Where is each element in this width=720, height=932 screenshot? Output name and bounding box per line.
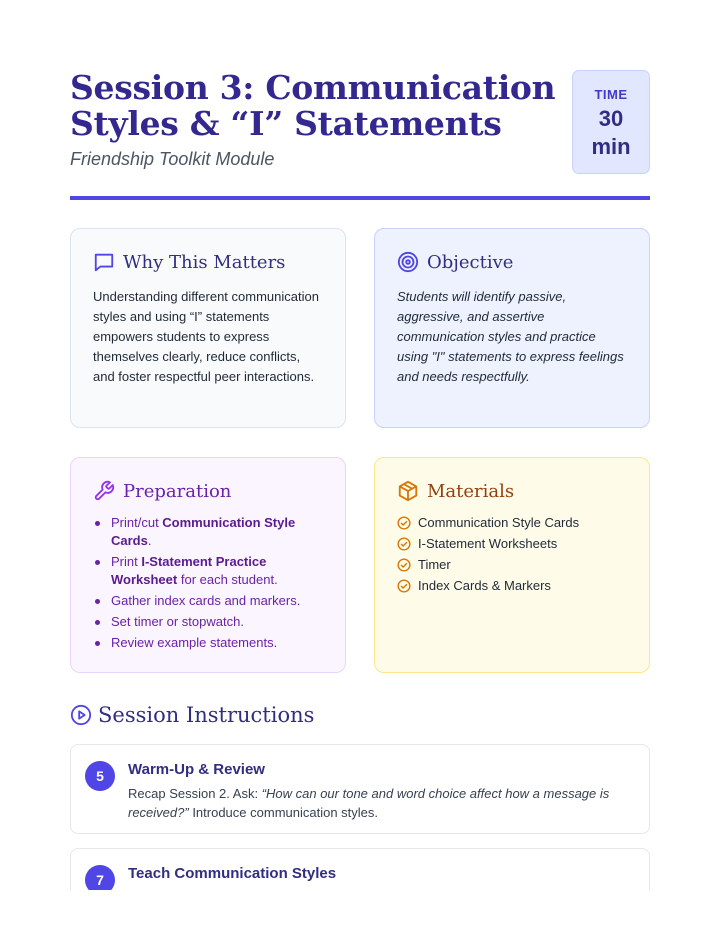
- preparation-item: Review example statements.: [93, 634, 323, 652]
- preparation-card-title: [93, 480, 323, 502]
- why-card-heading: Why This Matters: [123, 251, 286, 273]
- preparation-item: Gather index cards and markers.: [93, 592, 323, 610]
- objective-card-title: [397, 251, 627, 273]
- box-icon: [397, 480, 419, 502]
- why-card-text: Understanding different communication styles and using “I” statements empowers students to express themselves clearly, reduce conflicts, and foster respectful peer interactions.: [93, 289, 319, 384]
- step-number-badge: 5: [85, 761, 115, 791]
- materials-card-heading: Materials: [427, 480, 515, 502]
- section-title: Session Instructions: [98, 703, 315, 727]
- time-badge: [572, 70, 650, 174]
- check-circle-icon: [397, 516, 411, 530]
- materials-item: Index Cards & Markers: [397, 577, 627, 595]
- time-label: TIME: [594, 87, 628, 102]
- session-header: [70, 70, 650, 200]
- page-bottom-mask: [0, 890, 720, 932]
- check-circle-icon: [397, 537, 411, 551]
- play-circle-icon: [70, 704, 92, 726]
- check-circle-icon: [397, 579, 411, 593]
- time-unit: min: [591, 134, 631, 159]
- check-circle-icon: [397, 558, 411, 572]
- objective-card-heading: Objective: [427, 251, 514, 273]
- wrench-icon: [93, 480, 115, 502]
- materials-list: [397, 514, 627, 595]
- materials-item: Communication Style Cards: [397, 514, 627, 532]
- chat-bubble-icon: [93, 251, 115, 273]
- preparation-item: Print I-Statement Practice Worksheet for each student.: [93, 553, 323, 589]
- target-icon: [397, 251, 419, 273]
- why-this-matters-card: [70, 228, 346, 428]
- materials-item: Timer: [397, 556, 627, 574]
- preparation-list: [93, 514, 323, 652]
- instruction-step: [70, 744, 650, 834]
- preparation-card: [70, 457, 346, 673]
- objective-card: [374, 228, 650, 428]
- page-title: Session 3: Communication Styles & “I” Statements: [70, 68, 556, 143]
- header-divider: [70, 196, 650, 200]
- why-card-title: [93, 251, 323, 273]
- materials-card: [374, 457, 650, 673]
- time-value: [573, 105, 649, 161]
- time-minutes: 30: [598, 106, 624, 131]
- step-number-badge: 7: [85, 865, 115, 895]
- objective-card-text: Students will identify passive, aggressive, and assertive communication styles and practice using "I" statements to express feelings and needs respectfully.: [397, 289, 624, 384]
- preparation-item: Print/cut Communication Style Cards.: [93, 514, 323, 550]
- session-instructions-heading: [70, 703, 314, 727]
- step-title: Warm-Up & Review: [128, 761, 265, 778]
- step-description: Recap Session 2. Ask: “How can our tone and word choice affect how a message is received?” Introduce communication styles.: [128, 786, 610, 820]
- materials-item: I-Statement Worksheets: [397, 535, 627, 553]
- module-subtitle: Friendship Toolkit Module: [70, 149, 275, 169]
- step-title: Teach Communication Styles: [128, 865, 337, 882]
- preparation-card-heading: Preparation: [123, 480, 232, 502]
- lesson-page: [70, 0, 650, 932]
- preparation-item: Set timer or stopwatch.: [93, 613, 323, 631]
- materials-card-title: [397, 480, 627, 502]
